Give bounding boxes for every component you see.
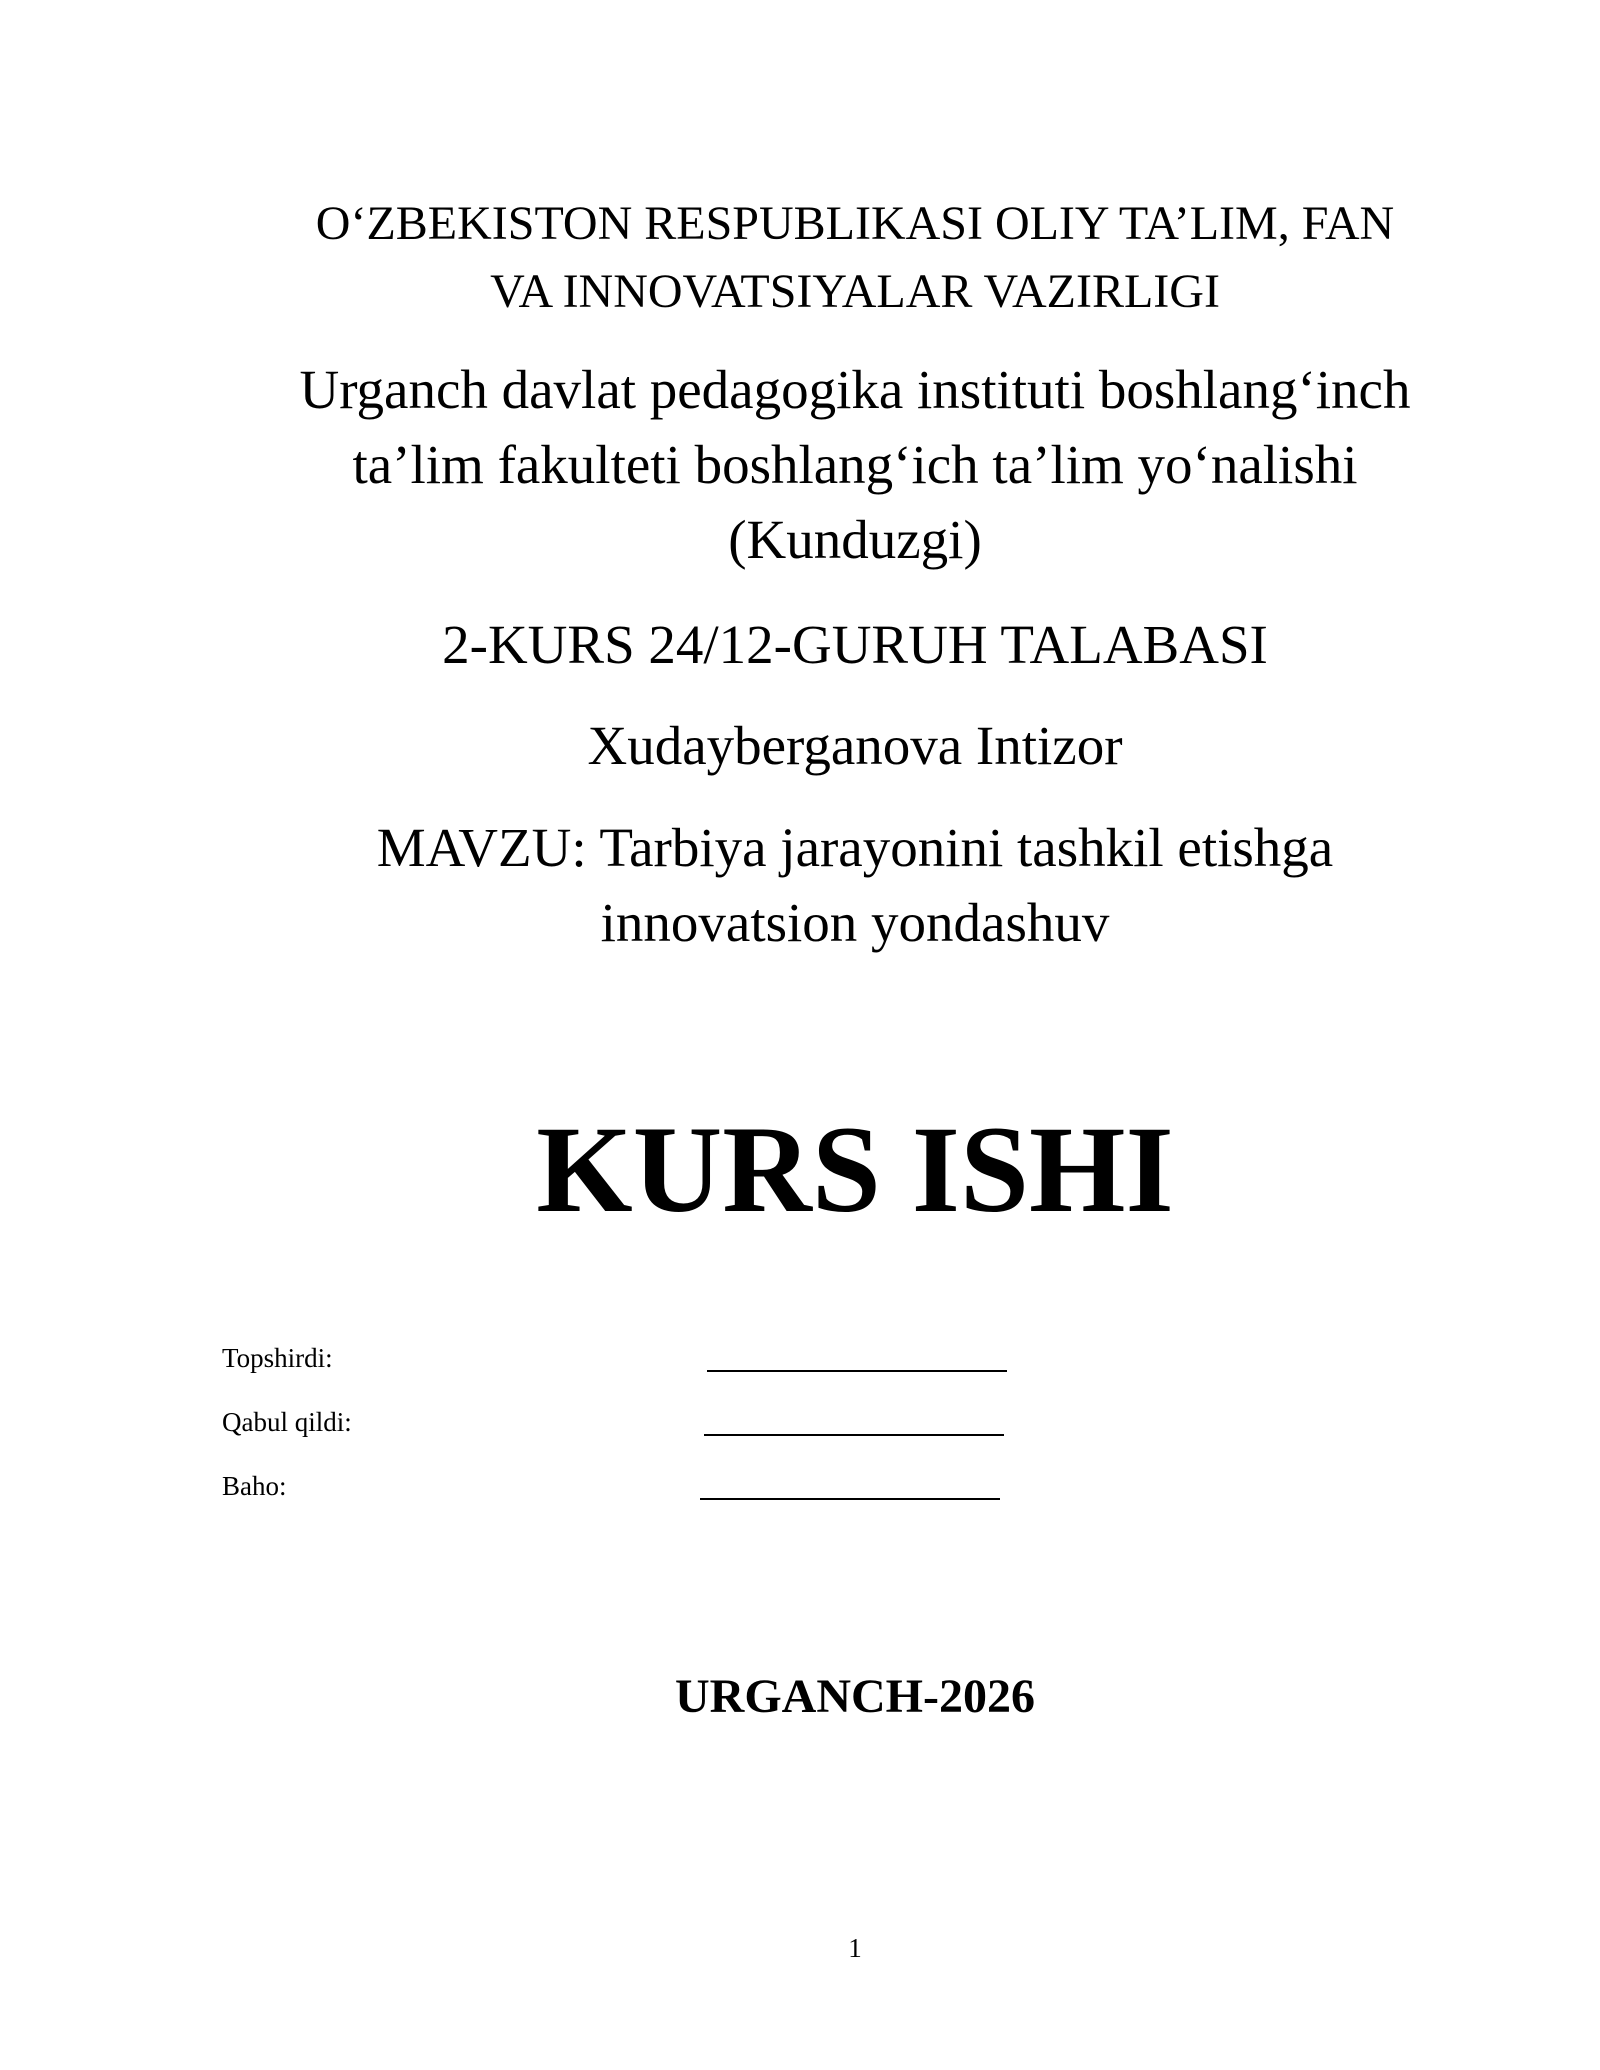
signature-label: Baho: xyxy=(222,1471,287,1501)
signature-line xyxy=(707,1370,1007,1372)
institute-line-3: (Kunduzgi) xyxy=(728,509,982,570)
ministry-line-1: O‘ZBEKISTON RESPUBLIKASI OLIY TA’LIM, FAN xyxy=(315,197,1395,250)
course-group: 2-KURS 24/12-GURUH TALABASI xyxy=(442,614,1268,675)
ministry-line-2: VA INNOVATSIYALAR VAZIRLIGI xyxy=(490,265,1220,318)
city-year: URGANCH-2026 xyxy=(675,1670,1035,1723)
ministry-header xyxy=(220,190,1490,326)
signature-line xyxy=(700,1498,1000,1500)
signature-label: Topshirdi: xyxy=(222,1343,333,1373)
topic xyxy=(220,810,1490,960)
signature-line xyxy=(704,1434,1004,1436)
student-name: Xudayberganova Intizor xyxy=(587,715,1123,776)
page-number: 1 xyxy=(848,1933,862,1963)
signature-label: Qabul qildi: xyxy=(222,1407,352,1437)
topic-line-2: innovatsion yondashuv xyxy=(600,892,1110,953)
signature-row-accepted xyxy=(222,1402,1022,1442)
signature-row-grade xyxy=(222,1466,1022,1506)
topic-line-1: MAVZU: Tarbiya jarayonini tashkil etishga xyxy=(376,817,1334,878)
document-title: KURS ISHI xyxy=(536,1101,1174,1238)
institute-info xyxy=(220,352,1490,577)
signature-row-submitted xyxy=(222,1338,1022,1378)
institute-line-1: Urganch davlat pedagogika instituti boshlang‘inch xyxy=(299,359,1411,420)
institute-line-2: ta’lim fakulteti boshlang‘ich ta’lim yo‘nalishi xyxy=(352,434,1358,495)
